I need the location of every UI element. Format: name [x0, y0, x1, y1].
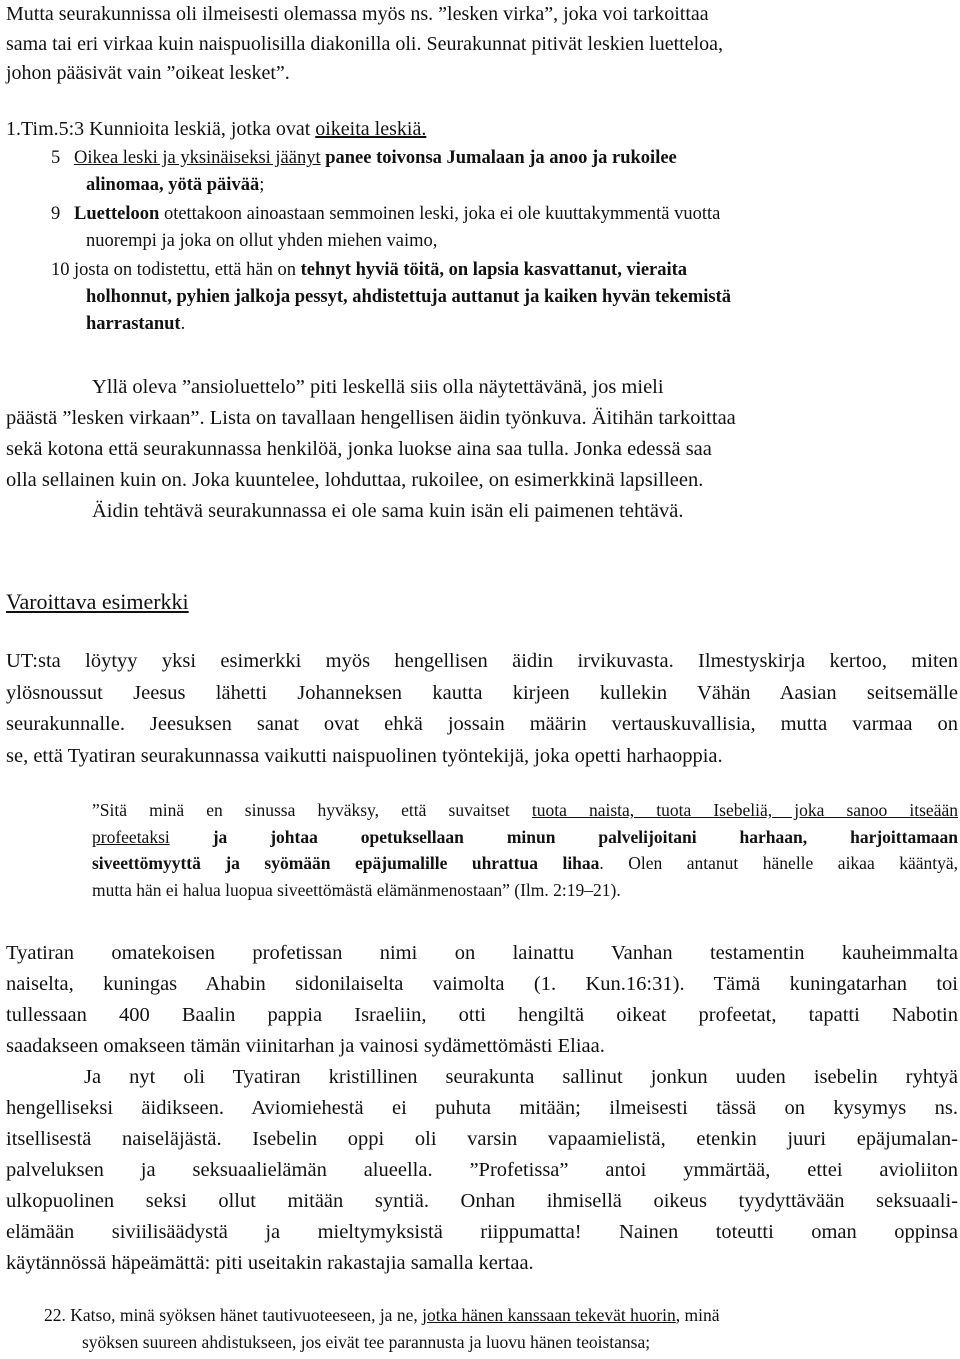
text-line: nuorempi ja joka on ollut yhden miehen vaimo, [86, 231, 438, 251]
text-fragment: otettakoon ainoastaan semmoinen leski, joka ei ole kuuttakymmentä vuotta [159, 204, 721, 224]
text-fragment: josta on todistettu, että hän on [74, 260, 301, 280]
body-paragraphs [6, 938, 958, 1279]
text-fragment: 22. Katso, minä syöksen hänet tautivuoteeseen, ja ne, [44, 1305, 423, 1325]
section-heading: Varoittava esimerkki [6, 589, 189, 614]
text-line: naiselta, kuningas Ahabin sidonilaiselta vaimolta (1. Kun.16:31). Tämä kuningatarhan toi [6, 973, 958, 995]
scripture-reference [6, 115, 426, 145]
text-line: elämään siviilisäädystä ja mieltymyksistä riippumatta! Nainen toteutti oman oppinsa [6, 1221, 958, 1243]
text-line: mutta hän ei halua luopua siveettömästä elämänmenostaan” (Ilm. 2:19–21). [92, 879, 621, 900]
underlined-phrase: jotka hänen kanssaan tekevät huorin [422, 1305, 676, 1325]
text-line: UT:sta löytyy yksi esimerkki myös hengellisen äidin irvikuvasta. Ilmestyskirja kertoo, miten [6, 650, 958, 672]
text-line: sama tai eri virkaa kuin naispuolisilla diakonilla oli. Seurakunnat pitivät leskien luetteloa, [6, 32, 724, 55]
underlined-phrase: tuota naista, tuota Isebeliä, joka sanoo itseään [531, 800, 958, 820]
text-line: syöksen suureen ahdistukseen, jos eivät tee parannusta ja luovu hänen teoistansa; [82, 1332, 651, 1352]
text-line: ylösnoussut Jeesus lähetti Johanneksen kautta kirjeen kullekin Vähän Aasian seitsemälle [6, 681, 958, 704]
reference-text: 1.Tim.5:3 Kunnioita leskiä, jotka ovat [6, 118, 316, 140]
text-line: Mutta seurakunnissa oli ilmeisesti olemassa myös ns. ”lesken virka”, joka voi tarkoittaa [6, 3, 709, 25]
verse-10 [51, 257, 951, 338]
bold-line: holhonnut, pyhien jalkoja pessyt, ahdistettuja auttanut ja kaiken hyvän tekemistä [86, 287, 732, 307]
text-line: Tyatiran omatekoisen profetissan nimi on lainattu Vanhan testamentin kauheimmalta [6, 942, 958, 964]
commentary-paragraph [6, 372, 958, 527]
bold-phrase: panee toivonsa Jumalaan ja anoo ja rukoilee [320, 148, 677, 168]
text-line: hengelliseksi äidikseen. Aviomiehestä ei puhuta mitään; ilmeisesti tässä on kysymys ns. [6, 1097, 958, 1119]
text-fragment: . [180, 314, 186, 334]
text-line: johon pääsivät vain ”oikeat lesket”. [6, 62, 290, 84]
text-line: Äidin tehtävä seurakunnassa ei ole sama kuin isän eli paimenen tehtävä. [92, 500, 684, 522]
text-fragment: , minä [675, 1305, 720, 1325]
bold-phrase: harrastanut [86, 314, 181, 334]
text-line: päästä ”lesken virkaan”. Lista on tavallaan hengellisen äidin työnkuva. Äitihän tarkoittaa [6, 407, 736, 429]
text-line: olla sellainen kuin on. Joka kuuntelee, lohduttaa, rukoilee, on esimerkkinä lapsilleen. [6, 469, 704, 491]
text-fragment: ”Sitä minä en sinussa hyväksy, että suvaitset [92, 800, 532, 820]
verse-list [51, 145, 951, 340]
verse-number: 9 [51, 204, 61, 224]
bold-phrase: ja johtaa opetuksellaan minun palvelijoitani harhaan, harjoittamaan [169, 826, 958, 847]
underlined-phrase: oikeita leskiä. [315, 118, 427, 140]
verse-number: 10 [51, 260, 70, 280]
text-fragment: ; [259, 175, 265, 195]
text-line: Yllä oleva ”ansioluettelo” piti leskellä siis olla näytettävänä, jos mieli [92, 376, 664, 398]
text-line: tullessaan 400 Baalin pappia Israeliin, otti hengiltä oikeat profeetat, tapatti Nabotin [6, 1004, 958, 1026]
underlined-phrase: profeetaksi [92, 826, 170, 847]
block-quote [92, 797, 958, 903]
text-line: seurakunnalle. Jeesuksen sanat ovat ehkä jossain määrin vertauskuvallisia, mutta varmaa on [6, 713, 958, 735]
verse-number: 5 [51, 148, 61, 168]
text-line: se, että Tyatiran seurakunnassa vaikutti naispuolinen työntekijä, joka opetti harhaoppia. [6, 744, 723, 767]
verse-5 [51, 145, 951, 199]
text-line: palveluksen ja seksuaalielämän alueella. ”Profetissa” antoi ymmärtää, ettei avioliiton [6, 1159, 958, 1181]
bold-phrase: tehnyt hyviä töitä, on lapsia kasvattanut, vieraita [300, 260, 688, 280]
bold-phrase: Luetteloon [74, 204, 160, 224]
text-line: Ja nyt oli Tyatiran kristillinen seurakunta sallinut jonkun uuden isebelin ryhtyä [84, 1066, 958, 1088]
verse-9 [51, 201, 951, 255]
body-paragraph [6, 646, 958, 772]
text-fragment: . Olen antanut hänelle aikaa kääntyä, [599, 853, 958, 873]
underlined-phrase: Oikea leski ja yksinäiseksi jäänyt [74, 148, 321, 168]
text-line: ulkopuolinen seksi ollut mitään syntiä. Onhan ihmisellä oikeus tyydyttävään seksuaali- [6, 1190, 958, 1212]
text-line: itsellisestä naiseläjästä. Isebelin oppi oli varsin vapaamielistä, etenkin juuri epäjumalan- [6, 1128, 958, 1150]
intro-paragraph [6, 0, 958, 89]
text-line: saadakseen omakseen tämän viinitarhan ja vainosi sydämettömästi Eliaa. [6, 1035, 605, 1057]
verse-22 [44, 1302, 958, 1356]
text-line: käytännössä häpeämättä: piti useitakin rakastajia samalla kertaa. [6, 1252, 534, 1274]
bold-phrase: alinomaa, yötä päivää [86, 175, 260, 195]
bold-phrase: siveettömyyttä ja syömään epäjumalille uhrattua lihaa [92, 853, 600, 873]
text-line: sekä kotona että seurakunnassa henkilöä, jonka luokse aina saa tulla. Jonka edessä saa [6, 438, 712, 460]
